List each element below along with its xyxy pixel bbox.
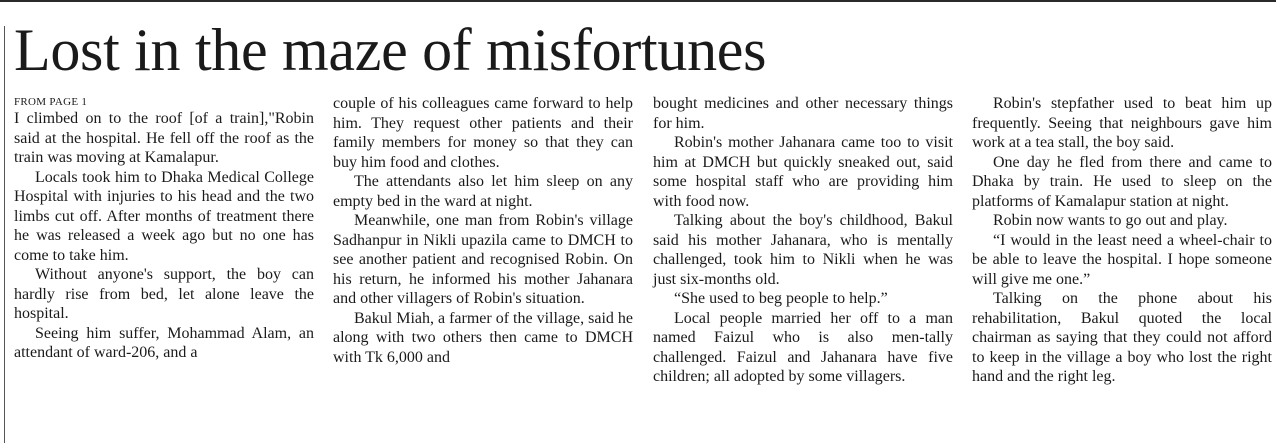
paragraph: bought medicines and other necessary things for him. xyxy=(653,95,953,132)
paragraph: One day he fled from there and came to Dhaka by train. He used to sleep on the platforms of Kamalapur station at night. xyxy=(972,153,1272,210)
article-column-4 xyxy=(972,94,1272,387)
paragraph: Talking about the boy's childhood, Bakul said his mother Jahanara, who is mentally challenged, took him to Nikli when he was just six-months old. xyxy=(653,212,953,288)
article-column-2 xyxy=(333,94,633,367)
paragraph: couple of his colleagues came forward to help him. They request other patients and their family members for money so that they can buy him food and clothes. xyxy=(333,95,633,171)
paragraph: Robin's stepfather used to beat him up frequently. Seeing that neighbours gave him work at a tea stall, the boy said. xyxy=(972,95,1272,151)
paragraph: Robin's mother Jahanara came too to visit him at DMCH but quickly sneaked out, said some hospital staff who are providing him with food now. xyxy=(653,134,953,210)
paragraph: “She used to beg people to help.” xyxy=(674,290,888,307)
paragraph: Talking on the phone about his rehabilitation, Bakul quoted the local chairman as saying that they could not afford to keep in the village a boy who lost the right hand and the right leg. xyxy=(972,290,1272,385)
paragraph: I climbed on to the roof [of a train],"Robin said at the hospital. He fell off the roof as the train was moving at Kamalapur. xyxy=(14,110,314,166)
article-column-3 xyxy=(653,94,953,387)
paragraph: Meanwhile, one man from Robin's village Sadhanpur in Nikli upazila came to DMCH to see another patient and recognised Robin. On his return, he informed his mother Jahanara and other villagers of Robin's situation. xyxy=(333,212,633,307)
headline: Lost in the maze of misfortunes xyxy=(14,17,767,83)
paragraph: Local people married her off to a man named Faizul who is also men-tally challenged. Faizul and Jahanara have five children; all adopted by some villagers. xyxy=(653,309,953,385)
paragraph: The attendants also let him sleep on any empty bed in the ward at night. xyxy=(333,173,633,210)
top-rule xyxy=(0,0,1276,2)
paragraph: Locals took him to Dhaka Medical College Hospital with injuries to his head and the two limbs cut off. After months of treatment there he was released a week ago but no one has come to take him. xyxy=(14,168,314,264)
article-column-1 xyxy=(14,94,314,363)
jump-line: FROM PAGE 1 xyxy=(14,96,88,108)
paragraph: Without anyone's support, the boy can hardly rise from bed, let alone leave the hospital. xyxy=(14,266,314,322)
left-column-rule xyxy=(4,26,5,443)
paragraph: “I would in the least need a wheel-chair to be able to leave the hospital. I hope someone will give me one.” xyxy=(972,231,1272,288)
paragraph: Seeing him suffer, Mohammad Alam, an attendant of ward-206, and a xyxy=(14,324,314,361)
paragraph: Bakul Miah, a farmer of the village, said he along with two others then came to DMCH with Tk 6,000 and xyxy=(333,309,634,366)
paragraph: Robin now wants to go out and play. xyxy=(993,212,1228,229)
